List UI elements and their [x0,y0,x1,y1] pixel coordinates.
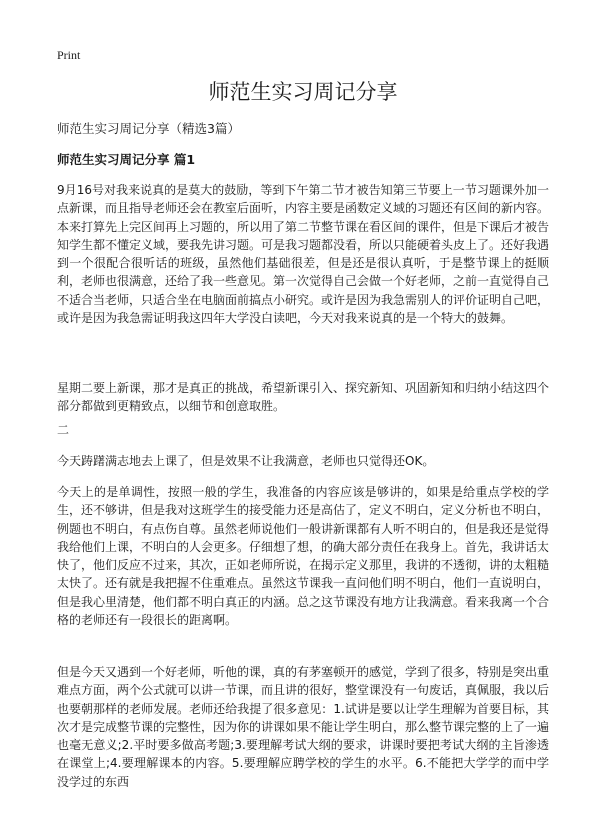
paragraph: 今天上的是单调性，按照一般的学生，我准备的内容应该是够讲的，如果是给重点学校的学生，还不够讲，但是我对这班学生的接受能力还是高估了，定义不明白，定义分析也不明白，例题也不明白，有点伤自尊。虽然老师说他们一般讲新课都有人听不明白的，但是我还是觉得我给他们上课，不明白的人会更多。仔细想了想，的确大部分责任在我身上。首先，我讲话太快了，他们反应不过来，其次，正如老师所说，在揭示定义那里，我讲的不透彻，讲的太粗糙太快了。还有就是我把握不住重难点。虽然这节课我一直问他们明不明白，他们一直说明白，但是我心里清楚，他们都不明白真正的内涵。总之这节课没有地方让我满意。看来我离一个合格的老师还有一段很长的距离啊。 [57,485,550,628]
section-heading: 师范生实习周记分享 篇1 [57,152,196,167]
paragraph: 今天踌躇满志地去上课了，但是效果不让我满意，老师也只觉得还OK。 [57,454,435,468]
print-link[interactable]: Print [57,48,81,62]
paragraph: 但是今天又遇到一个好老师，听他的课，真的有茅塞顿开的感觉，学到了很多，特别是突出重难点方面，两个公式就可以讲一节课，而且讲的很好，整堂课没有一句废话，真佩服，我以后也要朝那样的老师发展。老师还给我提了很多意见：1.试讲是要以让学生理解为首要目标，其次才是完成整节课的完整性，因为你的讲课如果不能让学生明白，那么整节课完整的上了一遍也毫无意义;2.平时要多做高考题;3.要理解考试大纲的要求，讲课时要把考试大纲的主旨渗透在课堂上;4.要理解课本的内容。5.要理解应聘学校的学生的水平。6.不能把大学学的而中学没学过的东西 [57,665,550,789]
document-subtitle: 师范生实习周记分享（精选3篇） [57,121,240,136]
paragraph: 星期二要上新课，那才是真正的挑战，希望新课引入、探究新知、巩固新知和归纳小结这四个部分都做到更精致点，以细节和创意取胜。 [57,381,550,414]
page-title: 师范生实习周记分享 [208,80,398,104]
paragraph: 9月16号对我来说真的是莫大的鼓励，等到下午第二节才被告知第三节要上一节习题课外加一点新课，而且指导老师还会在教室后面听，内容主要是函数定义域的习题还有区间的新内容。本来打算先上完区间再上习题的，所以用了第二节整节课在看区间的课件，但是下课后才被告知学生都不懂定义域，要我先讲习题。可是我习题都没看，所以只能硬着头皮上了。还好我遇到一个很配合很听话的班级，虽然他们基础很差，但是还是很认真听，于是整节课上的挺顺利，老师也很满意，还给了我一些意见。第一次觉得自己会做一个好老师，之前一直觉得自己不适合当老师，只适合坐在电脑面前搞点小研究。或许是因为我急需别人的评价证明自己吧，或许是因为我急需证明我这四年大学没白读吧，今天对我来说真的是一个特大的鼓舞。 [57,183,550,326]
section-number: 二 [57,423,70,437]
